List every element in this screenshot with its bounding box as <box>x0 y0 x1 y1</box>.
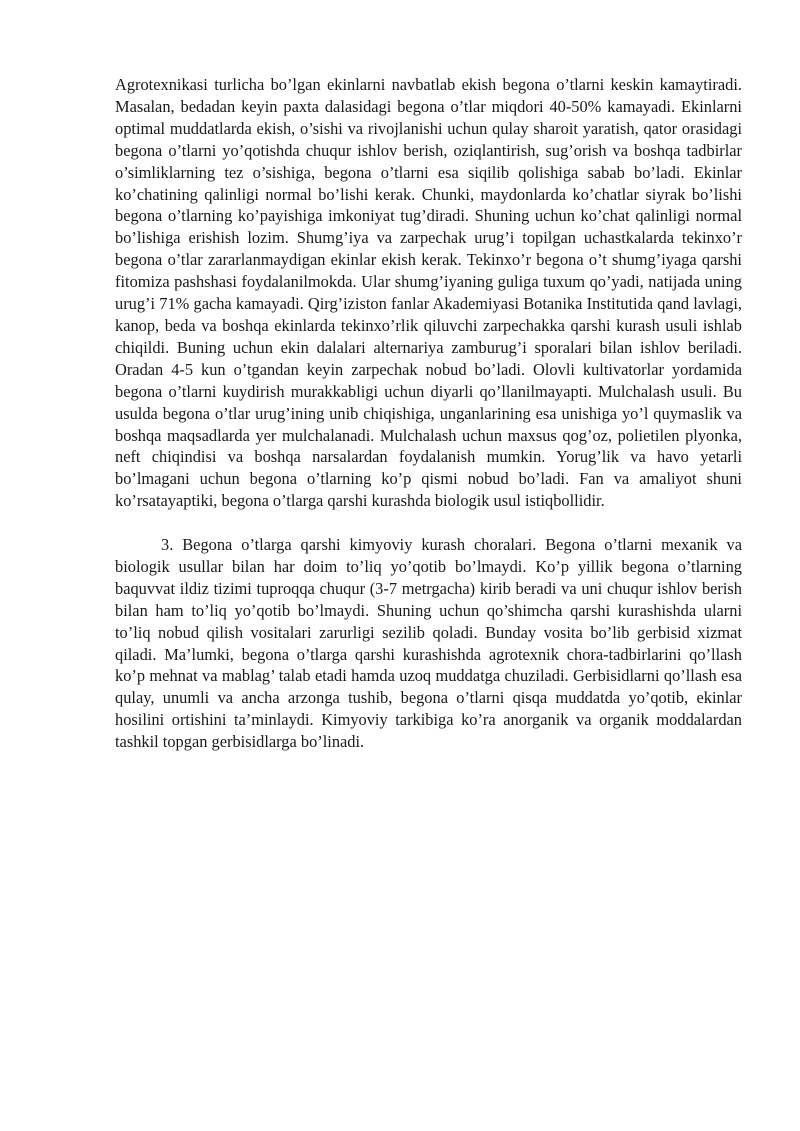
document-page <box>115 74 742 753</box>
paragraph-agrotechnical-methods: Agrotexnikasi turlicha bo’lgan ekinlarni navbatlab ekish begona o’tlarni keskin kamaytiradi. Masalan, bedadan keyin paxta dalasidagi begona o’tlar miqdori 40-50% kamayadi. Ekinlarni optimal muddatlarda ekish, o’sishi va rivojlanishi uchun qulay sharoit yaratish, qator orasidagi begona o’tlarni yo’qotishda chuqur ishlov berish, oziqlantirish, sug’orish va boshqa tadbirlar o’simliklarning tez o’sishiga, begona o’tlarni esa siqilib qolishiga sabab bo’ladi. Ekinlar ko’chatining qalinligi normal bo’lishi kerak. Chunki, maydonlarda ko’chatlar siyrak bo’lishi begona o’tlarning ko’payishiga imkoniyat tug’diradi. Shuning uchun ko’chat qalinligi normal bo’lishiga erishish lozim. Shumg’iya va zarpechak urug’i topilgan uchastkalarda tekinxo’r begona o’tlar zararlanmaydigan ekinlar ekish kerak. Tekinxo’r begona o’t shumg’iyaga qarshi fitomiza pashshasi foydalanilmokda. Ular shumg’iyaning guliga tuxum qo’yadi, natijada uning urug’i 71% gacha kamayadi. Qirg’iziston fanlar Akademiyasi Botanika Institutida qand lavlagi, kanop, beda va boshqa ekinlarda tekinxo’rlik qiluvchi zarpechakka qarshi kurash usuli ishlab chiqildi. Buning uchun ekin dalalari alternariya zamburug’i sporalari bilan ishlov beriladi. Oradan 4-5 kun o’tgandan keyin zarpechak nobud bo’ladi. Olovli kultivatorlar yordamida begona o’tlarni kuydirish murakkabligi uchun diyarli qo’llanilmayapti. Mulchalash usuli. Bu usulda begona o’tlar urug’ining unib chiqishiga, unganlarining esa unishiga yo’l quymaslik va boshqa maqsadlarda yer mulchalanadi. Mulchalash uchun maxsus qog’oz, polietilen plyonka, neft chiqindisi va boshqa narsalardan foydalanish mumkin. Yorug’lik va havo yetarli bo’lmagani uchun begona o’tlarning ko’p qismi nobud bo’ladi. Fan va amaliyot shuni ko’rsatayaptiki, begona o’tlarga qarshi kurashda biologik usul istiqbollidir. <box>115 75 742 511</box>
paragraph-chemical-control: 3. Begona o’tlarga qarshi kimyoviy kurash choralari. Begona o’tlarni mexanik va biologik usullar bilan har doim to’liq yo’qotib bo’lmaydi. Ko’p yillik begona o’tlarning baquvvat ildiz tizimi tuproqqa chuqur (3-7 metrgacha) kirib beradi va uni chuqur ishlov berish bilan ham to’liq yo’qotib bo’lmaydi. Shuning uchun qo’shimcha qarshi kurashishda ularni to’liq nobud qilish vositalari zarurligi sezilib qoladi. Bunday vosita bo’lib gerbisid xizmat qiladi. Ma’lumki, begona o’tlarga qarshi kurashishda agrotexnik chora-tadbirlarini qo’llash ko’p mehnat va mablag’ talab etadi hamda uzoq muddatga chuziladi. Gerbisidlarni qo’llash esa qulay, unumli va ancha arzonga tushib, begona o’tlarni qisqa muddatda yo’qotib, ekinlar hosilini ortishini ta’minlaydi. Kimyoviy tarkibiga ko’ra anorganik va organik moddalardan tashkil topgan gerbisidlarga bo’linadi. <box>115 535 742 752</box>
